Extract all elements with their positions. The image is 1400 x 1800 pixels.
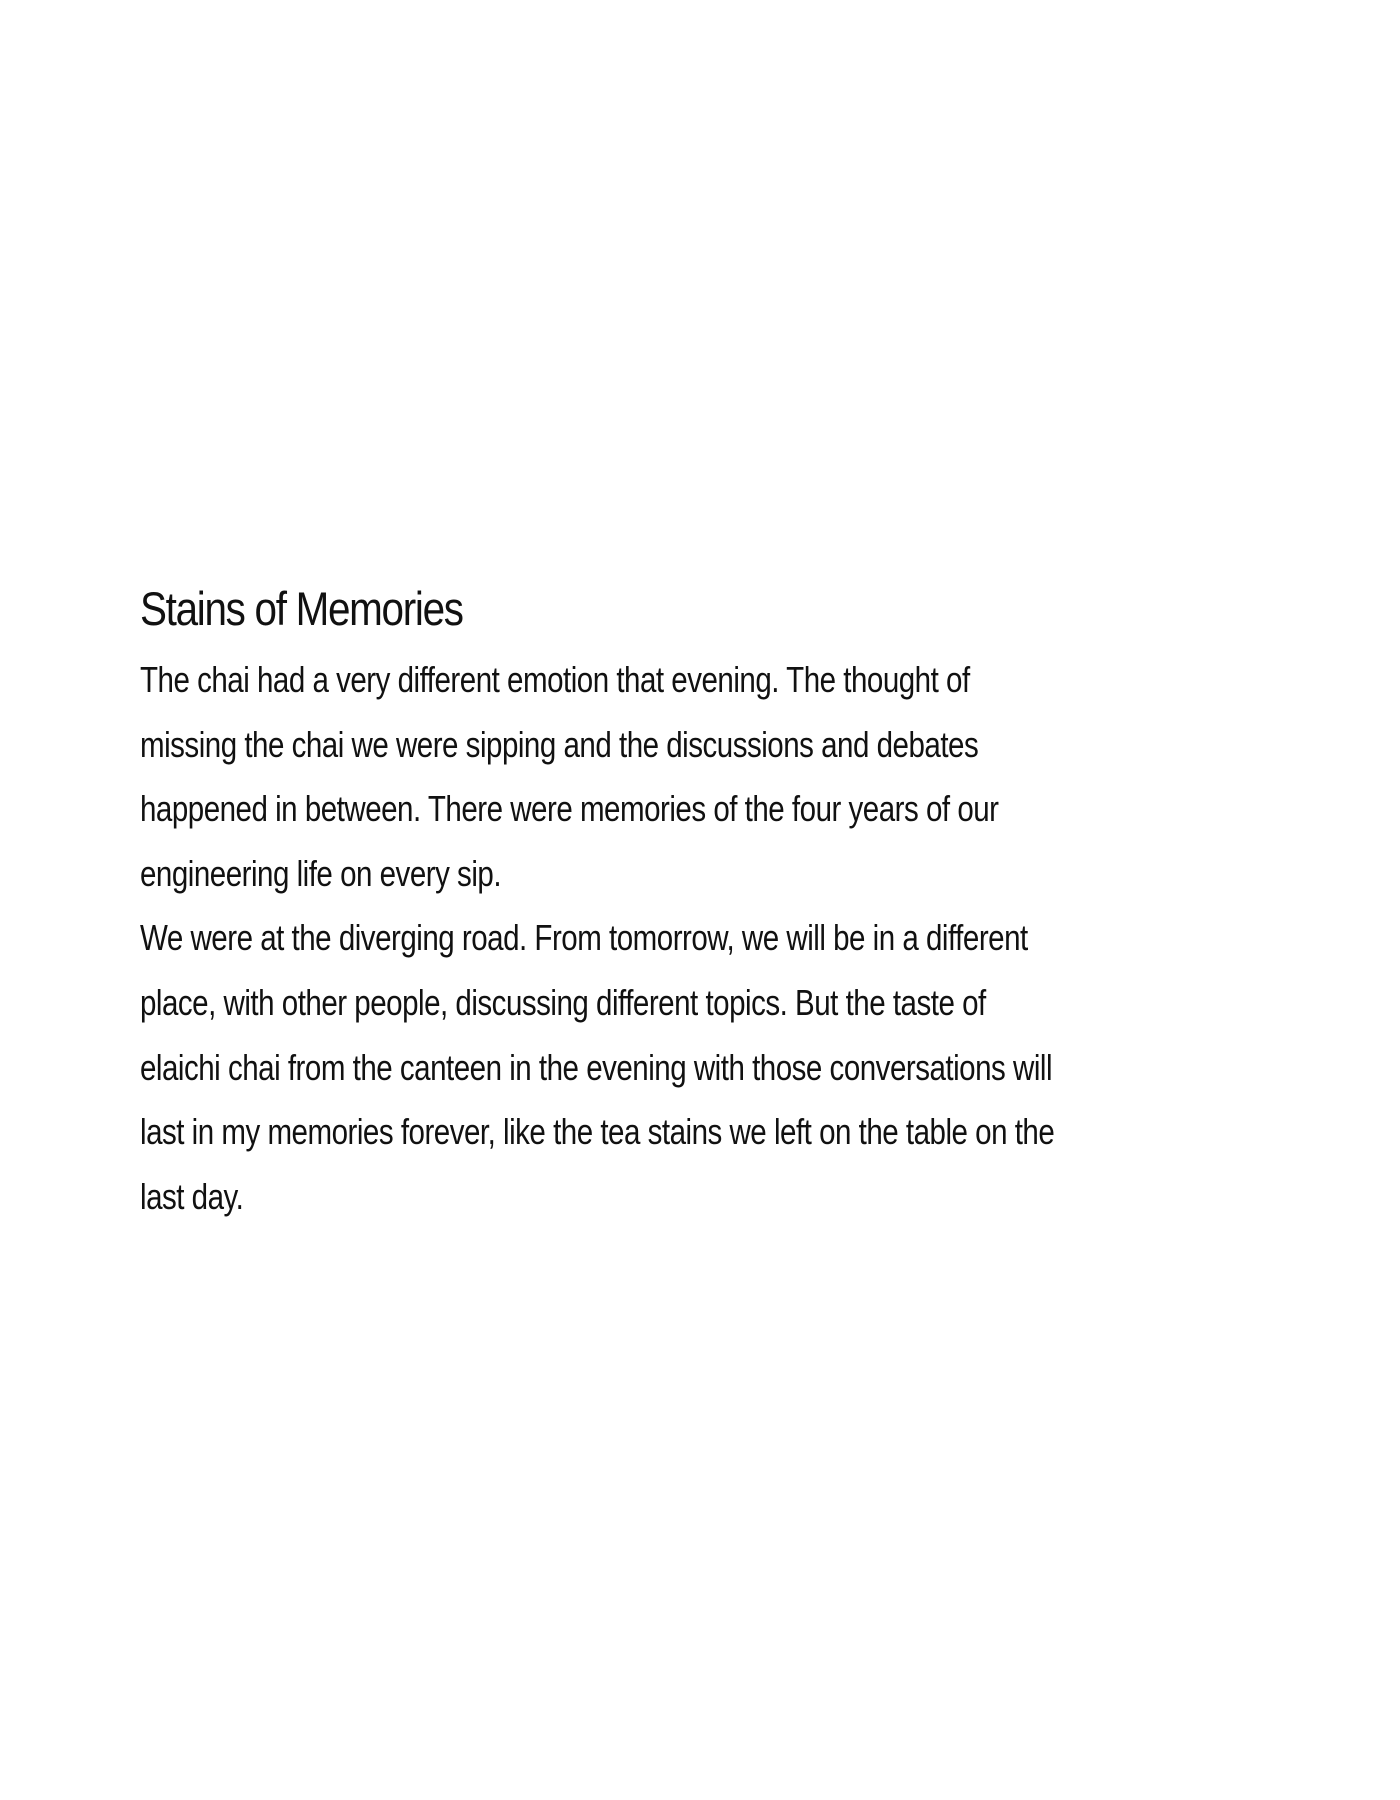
- text-line: engineering life on every sip.: [140, 852, 502, 894]
- document-content: [140, 578, 1270, 1229]
- text-line: We were at the diverging road. From tomorrow, we will be in a different: [140, 917, 1028, 959]
- page-title: Stains of Memories: [140, 582, 463, 635]
- text-line: The chai had a very different emotion that evening. The thought of: [140, 659, 970, 700]
- text-line: happened in between. There were memories of the four years of our: [140, 788, 999, 830]
- body-text: [140, 648, 1270, 1229]
- text-line: place, with other people, discussing different topics. But the taste of: [140, 981, 986, 1023]
- text-line: elaichi chai from the canteen in the evening with those conversations will: [140, 1046, 1053, 1088]
- text-line: last day.: [140, 1175, 244, 1217]
- text-line: last in my memories forever, like the tea stains we left on the table on the: [140, 1111, 1055, 1153]
- text-line: missing the chai we were sipping and the discussions and debates: [140, 723, 979, 765]
